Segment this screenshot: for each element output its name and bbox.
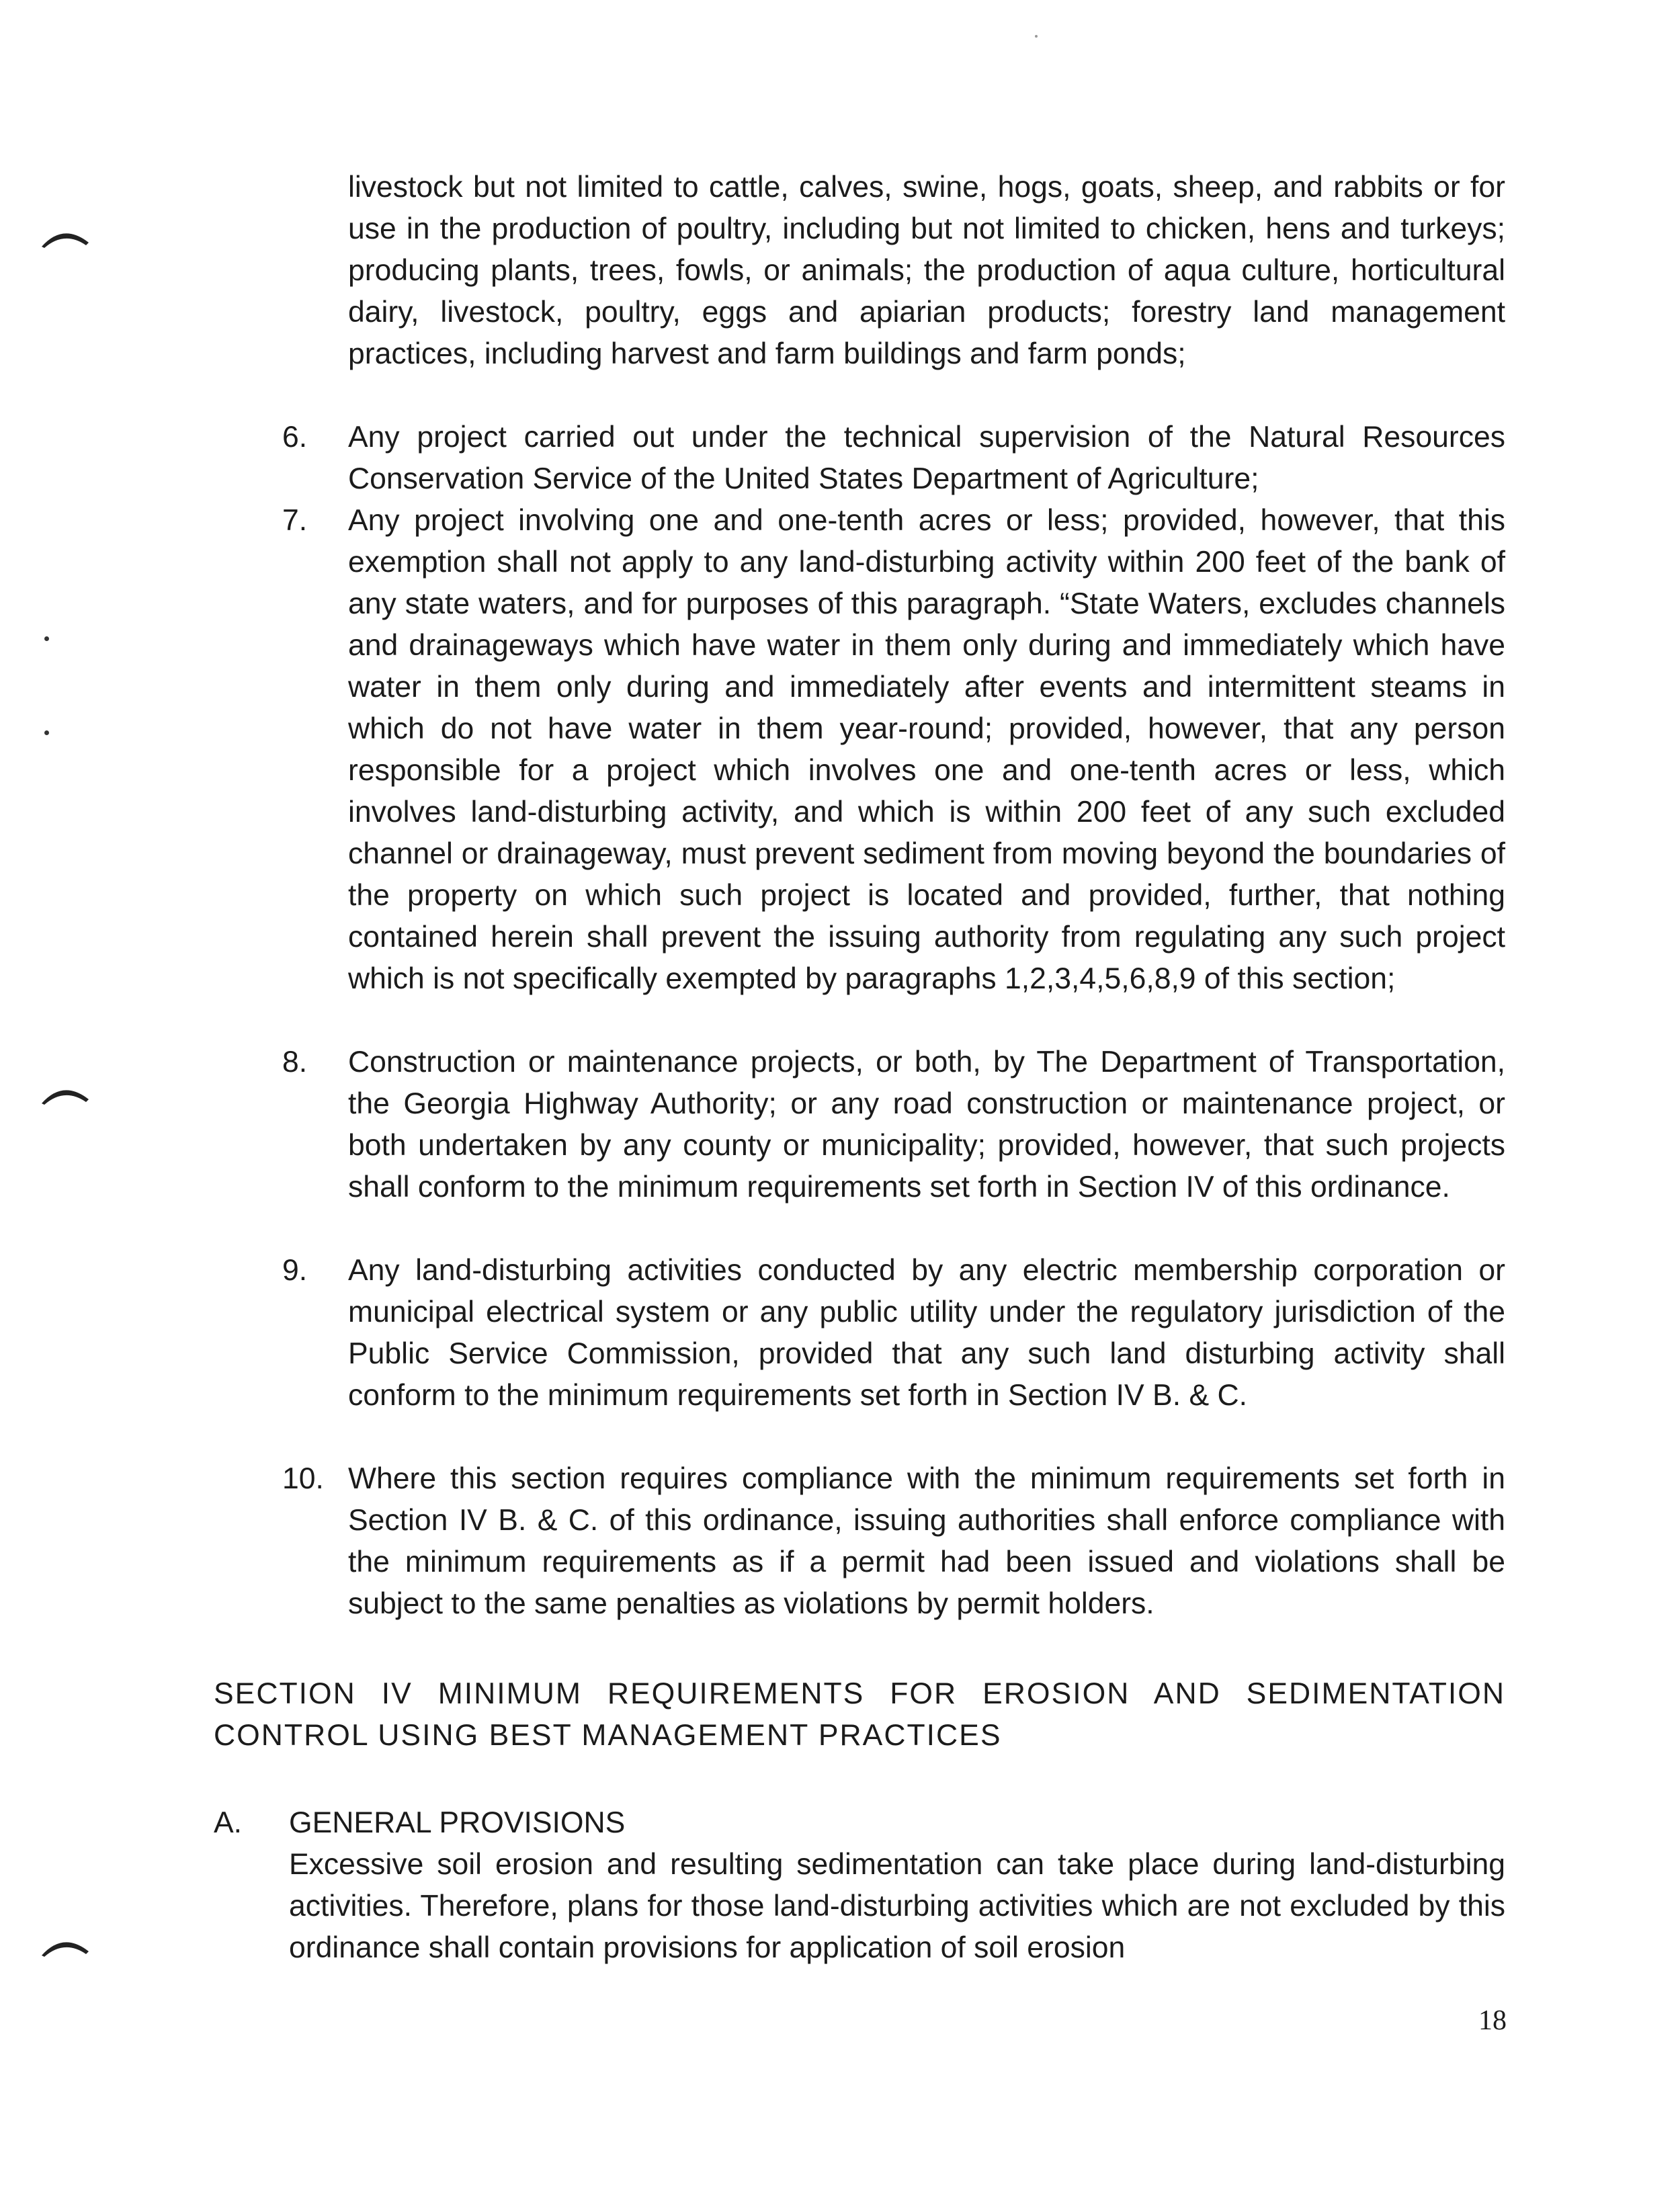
list-item-number: 10. bbox=[282, 1462, 324, 1495]
list-item-number: 7. bbox=[282, 504, 308, 537]
list-item-number: 6. bbox=[282, 421, 308, 454]
section-heading: SECTION IV MINIMUM REQUIREMENTS FOR EROSION AND SEDIMENTATION CONTROL USING BEST MANAGEMENT PRACTICES bbox=[214, 1677, 1505, 1752]
scan-speck bbox=[1035, 35, 1038, 38]
page-number: 18 bbox=[1478, 2005, 1507, 2036]
scan-dot bbox=[44, 636, 49, 641]
list-item-text: Any project carried out under the technical supervision of the Natural Resources Conservation Service of the United States Department of Agriculture; bbox=[348, 421, 1505, 495]
list-item-text: Construction or maintenance projects, or both, by The Department of Transportation, the Georgia Highway Authority; or any road construction or maintenance project, or both undertaken by any county or municipality; provided, however, that such projects shall conform to the minimum requirements set forth in Section IV of this ordinance. bbox=[348, 1046, 1505, 1203]
list-item-text: Any project involving one and one-tenth acres or less; provided, however, that this exemption shall not apply to any land-disturbing activity within 200 feet of the bank of any state waters, and for purposes of this paragraph. “State Waters, excludes channels and drainageways which have water in them only during and immediately which have water in them only during and immediately after events and intermittent steams in which do not have water in them year-round; provided, however, that any person responsible for a project which involves one and one-tenth acres or less, which involves land-disturbing activity, and which is within 200 feet of any such excluded channel or drainageway, must prevent sediment from moving beyond the boundaries of the property on which such project is located and provided, further, that nothing contained herein shall prevent the issuing authority from regulating any such project which is not specifically exempted by paragraphs 1,2,3,4,5,6,8,9 of this section; bbox=[348, 504, 1505, 995]
list-item-number: 9. bbox=[282, 1254, 308, 1287]
continuation-paragraph: livestock but not limited to cattle, calves, swine, hogs, goats, sheep, and rabbits or for use in the production of poultry, including but not limited to chicken, hens and turkeys; producing plants, trees, fowls, or animals; the production of aqua culture, horticultural dairy, livestock, poultry, eggs and apiarian products; forestry land management practices, including harvest and farm buildings and farm ponds; bbox=[348, 171, 1505, 370]
list-item-text: Any land-disturbing activities conducted by any electric membership corporation or municipal electrical system or any public utility under the regulatory jurisdiction of the Public Service Commission, provided that any such land disturbing activity shall conform to the minimum requirements set forth in Section IV B. & C. bbox=[348, 1254, 1505, 1412]
punch-hole-mark-top bbox=[39, 225, 91, 248]
scan-dot bbox=[44, 730, 49, 735]
list-item-number: 8. bbox=[282, 1046, 308, 1079]
list-item-text: Where this section requires compliance with the minimum requirements set forth in Section IV B. & C. of this ordinance, issuing authorities shall enforce compliance with the minimum requirements as if a permit had been issued and violations shall be subject to the same penalties as violations by permit holders. bbox=[348, 1462, 1505, 1620]
subsection-title: GENERAL PROVISIONS bbox=[289, 1806, 626, 1839]
punch-hole-mark-bottom bbox=[39, 1934, 91, 1957]
subsection-letter: A. bbox=[214, 1806, 243, 1839]
punch-hole-mark-middle bbox=[39, 1082, 91, 1105]
subsection-body: Excessive soil erosion and resulting sedimentation can take place during land-disturbing activities. Therefore, plans for those land-disturbing activities which are not excluded by this ordinance shall contain provisions for application of soil erosion bbox=[289, 1848, 1505, 1964]
